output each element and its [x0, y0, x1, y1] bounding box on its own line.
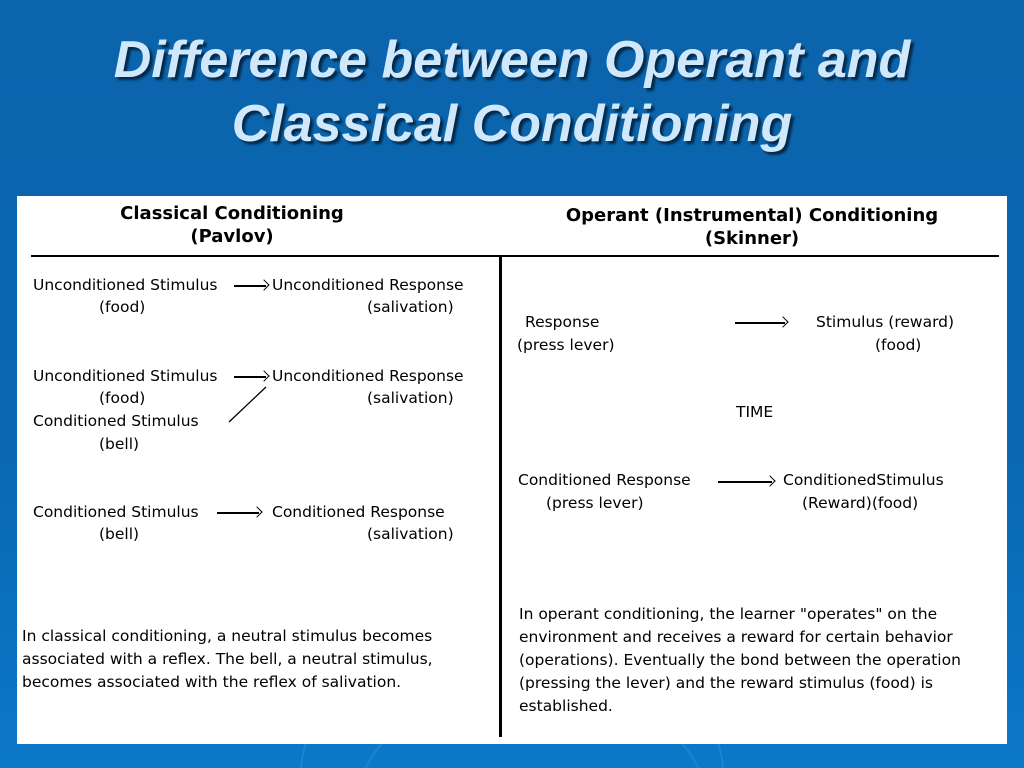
time-label: TIME: [736, 403, 774, 421]
classical-r2-stimulus-sub: (food): [99, 389, 146, 407]
classical-r3-stimulus-sub: (bell): [99, 525, 140, 543]
slide-title-line-2: Classical Conditioning: [231, 95, 793, 153]
slide-title-line-1: Difference between Operant and: [113, 31, 911, 89]
classical-r2-response-sub: (salivation): [367, 389, 454, 407]
classical-r2-stimulus: Unconditioned Stimulus: [33, 367, 218, 385]
classical-r1-stimulus-sub: (food): [99, 298, 146, 316]
slide-title: [0, 28, 1024, 156]
operant-heading: [537, 204, 967, 250]
header-divider: [31, 255, 999, 257]
arrow-icon: [718, 481, 772, 483]
classical-r3-stimulus: Conditioned Stimulus: [33, 503, 199, 521]
classical-r2-response: Unconditioned Response: [272, 367, 464, 385]
arrow-icon: [735, 322, 785, 324]
operant-r2-response-sub: (press lever): [546, 494, 644, 512]
classical-r3-response: Conditioned Response: [272, 503, 445, 521]
classical-r2-conditioned-stimulus: Conditioned Stimulus: [33, 412, 199, 430]
classical-r1-response: Unconditioned Response: [272, 276, 464, 294]
association-line-icon: [222, 384, 272, 426]
operant-r1-stimulus-sub: (food): [875, 336, 922, 354]
classical-description-line: associated with a reflex. The bell, a neutral stimulus,: [22, 650, 433, 668]
classical-description-line: becomes associated with the reflex of salivation.: [22, 673, 402, 691]
operant-description-line: (pressing the lever) and the reward stimulus (food) is: [519, 674, 934, 692]
operant-description-line: In operant conditioning, the learner "operates" on the: [519, 605, 938, 623]
classical-r1-response-sub: (salivation): [367, 298, 454, 316]
operant-heading-title: Operant (Instrumental) Conditioning: [565, 205, 939, 226]
classical-r1-stimulus: Unconditioned Stimulus: [33, 276, 218, 294]
column-divider: [499, 257, 502, 737]
operant-description: [519, 603, 961, 718]
operant-r1-response-sub: (press lever): [517, 336, 615, 354]
operant-r2-stimulus-sub: (Reward)(food): [802, 494, 919, 512]
operant-r2-response: Conditioned Response: [518, 471, 691, 489]
classical-heading-subtitle: (Pavlov): [190, 226, 274, 247]
arrow-icon: [217, 512, 259, 514]
arrow-icon: [234, 376, 266, 378]
operant-heading-subtitle: (Skinner): [704, 228, 800, 249]
classical-r2-conditioned-stimulus-sub: (bell): [99, 435, 140, 453]
operant-r2-stimulus: ConditionedStimulus: [783, 471, 944, 489]
operant-r1-stimulus: Stimulus (reward): [816, 313, 955, 331]
operant-description-line: environment and receives a reward for certain behavior: [519, 628, 953, 646]
comparison-table: [17, 196, 1007, 744]
classical-description-line: In classical conditioning, a neutral stimulus becomes: [22, 627, 433, 645]
operant-r1-response: Response: [525, 313, 600, 331]
classical-heading-title: Classical Conditioning: [120, 203, 344, 224]
classical-r3-response-sub: (salivation): [367, 525, 454, 543]
operant-description-line: (operations). Eventually the bond between the operation: [519, 651, 961, 669]
classical-description: [22, 625, 433, 694]
classical-heading: [77, 202, 387, 248]
operant-description-line: established.: [519, 697, 613, 715]
arrow-icon: [234, 285, 266, 287]
